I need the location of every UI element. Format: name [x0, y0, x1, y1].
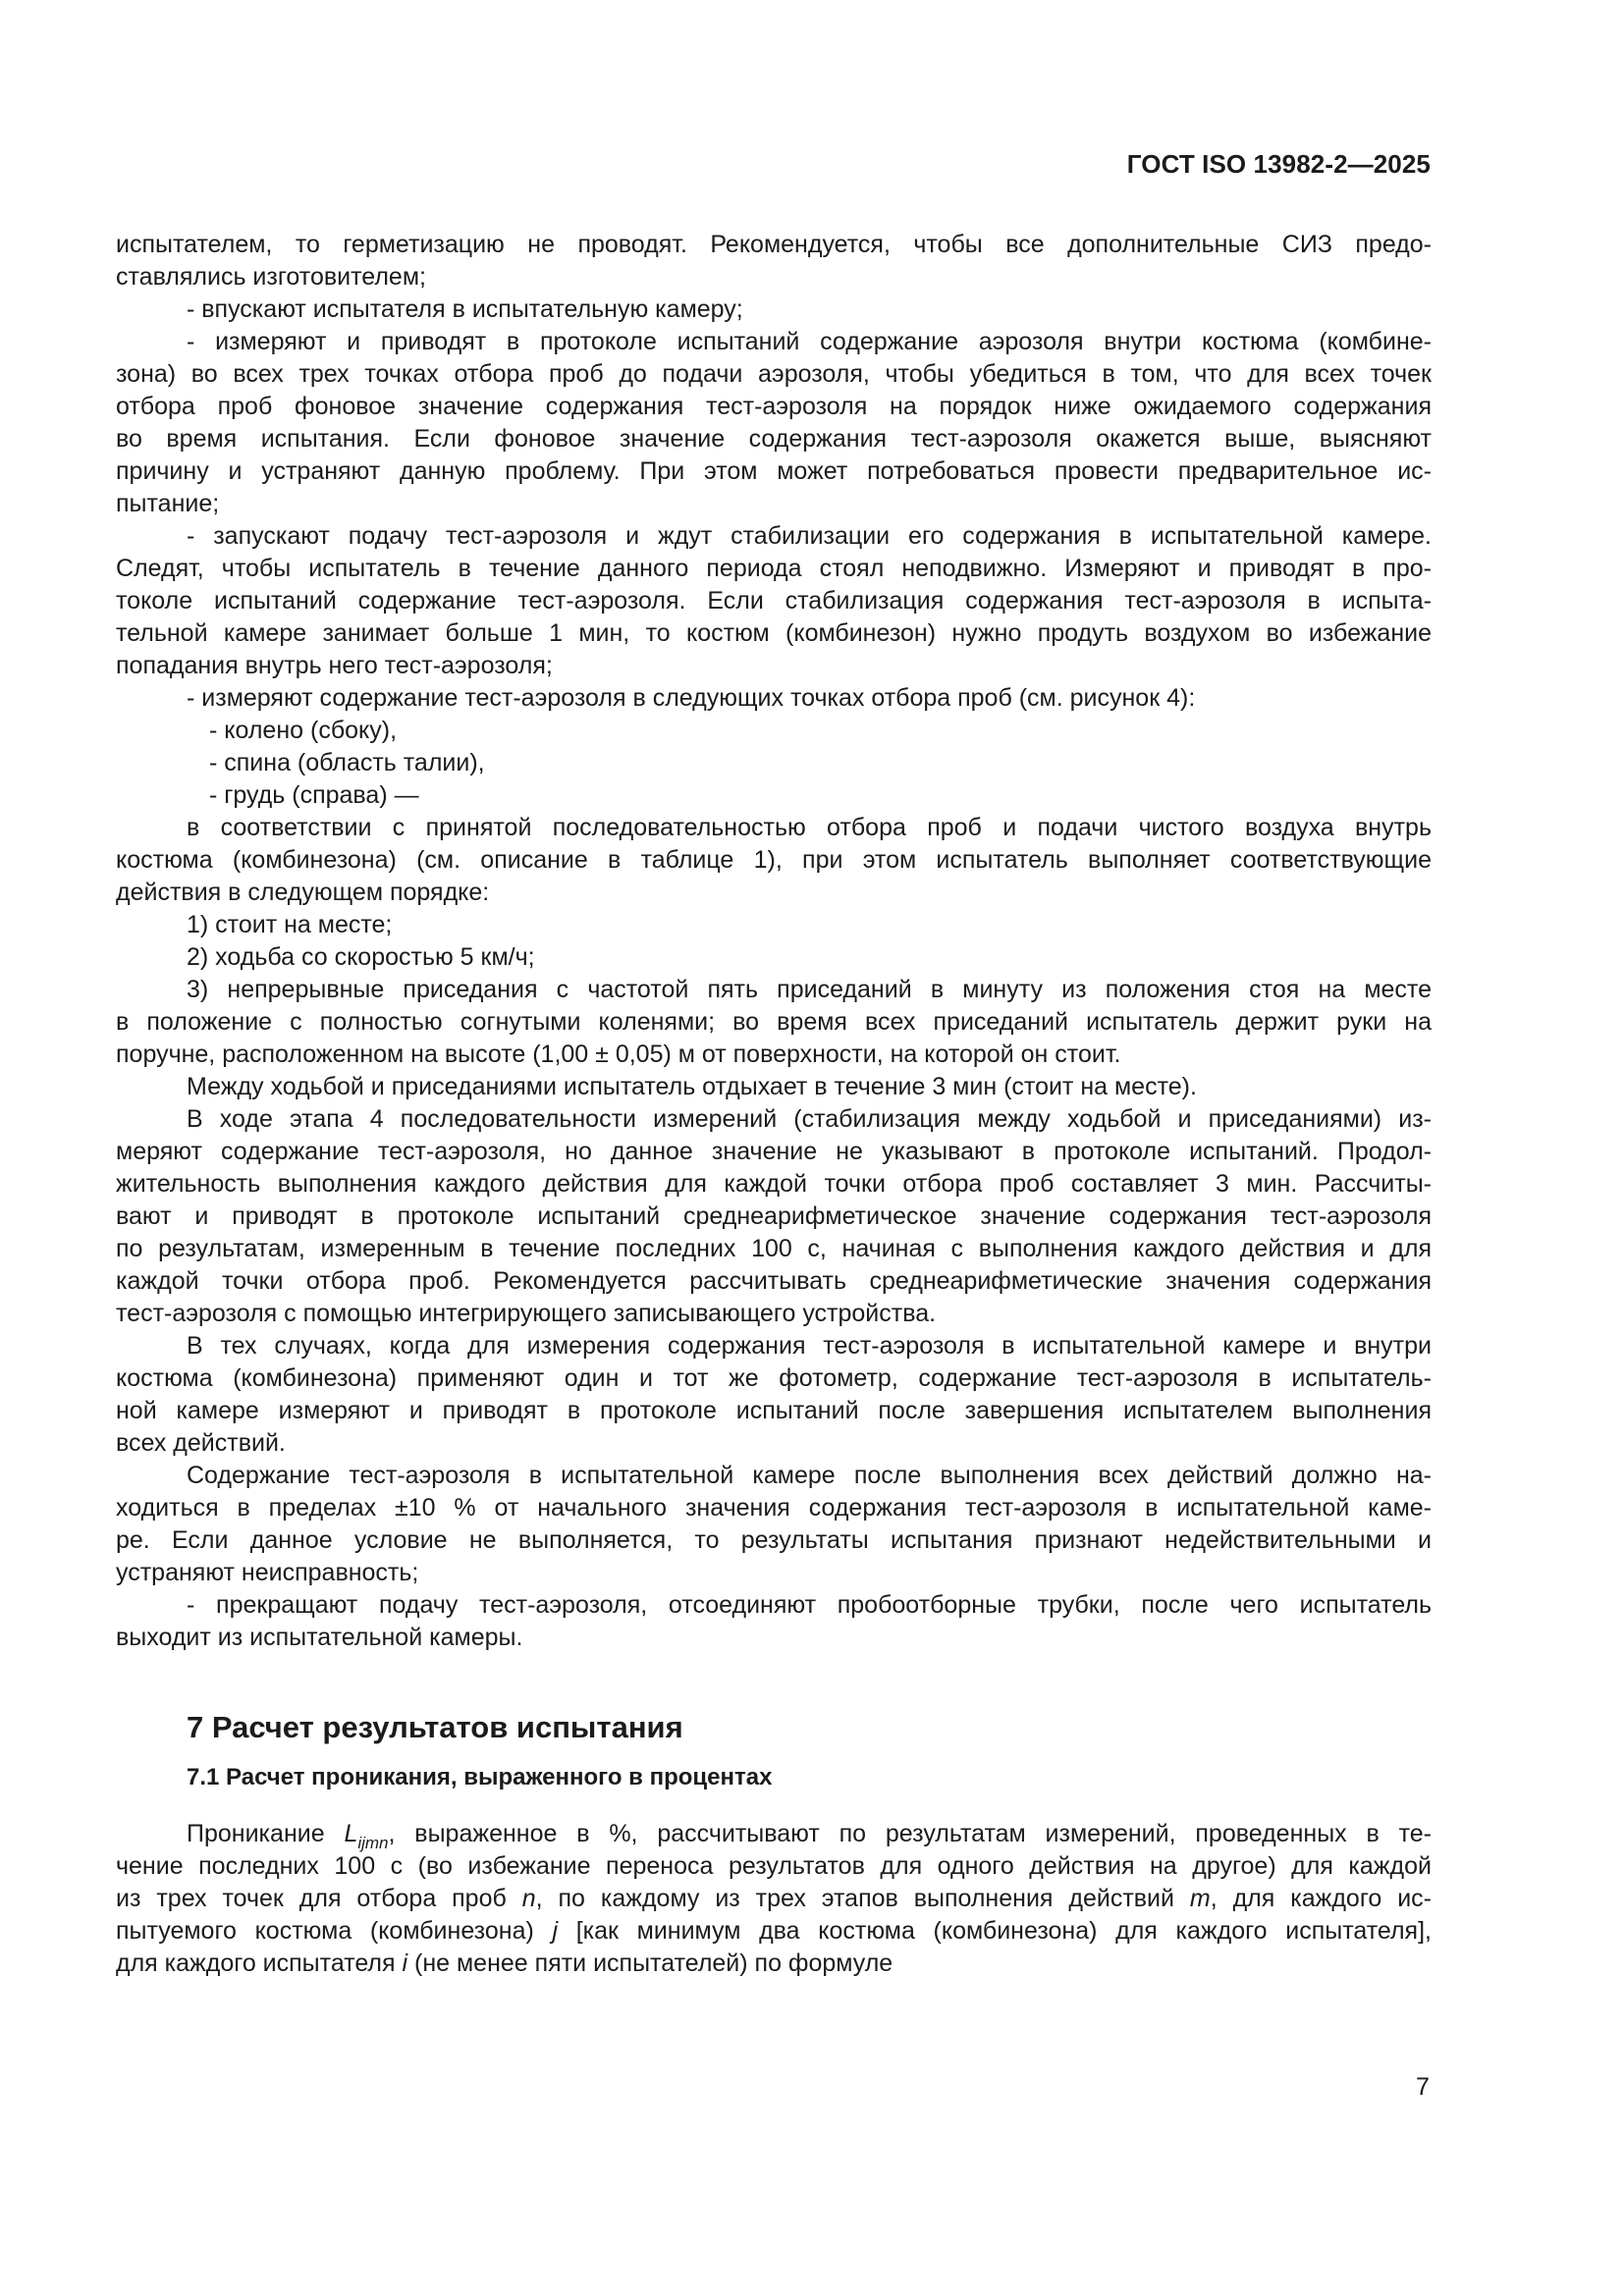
- paragraph-line: в положение с полностью согнутыми коленями; во время всех приседаний испытатель держит руки на: [116, 1008, 1432, 1036]
- paragraph-line: зона) во всех трех точках отбора проб до подачи аэрозоля, чтобы убедиться в том, что для всех точек: [116, 360, 1432, 388]
- paragraph-line: всех действий.: [116, 1429, 286, 1457]
- paragraph-line: - впускают испытателя в испытательную камеру;: [187, 295, 743, 323]
- paragraph-line: во время испытания. Если фоновое значение содержания тест-аэрозоля окажется выше, выясняют: [116, 425, 1432, 453]
- paragraph-line: испытателем, то герметизацию не проводят. Рекомендуется, чтобы все дополнительные СИЗ предо-: [116, 231, 1432, 258]
- paragraph-line: В ходе этапа 4 последовательности измерений (стабилизация между ходьбой и приседаниями) из-: [187, 1105, 1432, 1133]
- paragraph-line: - измеряют содержание тест-аэрозоля в следующих точках отбора проб (см. рисунок 4):: [187, 684, 1196, 712]
- paragraph-line: поручне, расположенном на высоте (1,00 ± 0,05) м от поверхности, на которой он стоит.: [116, 1041, 1121, 1068]
- symbol-i: i: [402, 1949, 408, 1977]
- paragraph-line: - прекращают подачу тест-аэрозоля, отсоединяют пробоотборные трубки, после чего испытатель: [187, 1591, 1432, 1619]
- paragraph-line: отбора проб фоновое значение содержания тест-аэрозоля на порядок ниже ожидаемого содержания: [116, 393, 1432, 420]
- text-run: , для каждого ис-: [1210, 1885, 1432, 1912]
- paragraph-line: выходит из испытательной камеры.: [116, 1624, 523, 1651]
- paragraph-line: 2) ходьба со скоростью 5 км/ч;: [187, 943, 535, 971]
- page-number: 7: [1416, 2073, 1430, 2101]
- paragraph-line: чение последних 100 с (во избежание переноса результатов для одного действия на другое) для каждой: [116, 1852, 1432, 1880]
- paragraph-line: Между ходьбой и приседаниями испытатель отдыхает в течение 3 мин (стоит на месте).: [187, 1073, 1197, 1100]
- paragraph-line: 1) стоит на месте;: [187, 911, 393, 938]
- paragraph-line: меряют содержание тест-аэрозоля, но данное значение не указывают в протоколе испытаний. Продол-: [116, 1138, 1432, 1165]
- text-run: , по каждому из трех этапов выполнения действий: [535, 1885, 1190, 1912]
- paragraph-line: - спина (область талии),: [209, 749, 485, 776]
- paragraph-line: попадания внутрь него тест-аэрозоля;: [116, 652, 553, 679]
- paragraph-line: ре. Если данное условие не выполняется, то результаты испытания признают недействительными и: [116, 1526, 1432, 1554]
- paragraph-line: действия в следующем порядке:: [116, 879, 490, 906]
- symbol-subscript: ijmn: [357, 1834, 389, 1852]
- paragraph-line: - измеряют и приводят в протоколе испытаний содержание аэрозоля внутри костюма (комбине-: [187, 328, 1432, 355]
- paragraph-line: [116, 1883, 1432, 1915]
- paragraph-line: костюма (комбинезона) применяют один и тот же фотометр, содержание тест-аэрозоля в испытатель-: [116, 1364, 1432, 1392]
- paragraph-line: ставлялись изготовителем;: [116, 263, 426, 291]
- symbol-j: j: [552, 1917, 559, 1945]
- paragraph-line: по результатам, измеренным в течение последних 100 с, начиная с выполнения каждого действия и для: [116, 1235, 1432, 1262]
- paragraph-line: причину и устраняют данную проблему. При этом может потребоваться провести предварительное ис-: [116, 457, 1432, 485]
- text-run: [как минимум два костюма (комбинезона) для каждого испытателя],: [558, 1917, 1432, 1945]
- paragraph-line: - запускают подачу тест-аэрозоля и ждут стабилизации его содержания в испытательной камере.: [187, 522, 1432, 550]
- document-header-id: ГОСТ ISO 13982-2—2025: [1126, 149, 1431, 179]
- symbol-L: L: [344, 1820, 358, 1847]
- paragraph-line: токоле испытаний содержание тест-аэрозоля. Если стабилизация содержания тест-аэрозоля в испыта-: [116, 587, 1432, 614]
- paragraph-line: В тех случаях, когда для измерения содержания тест-аэрозоля в испытательной камере и внутри: [187, 1332, 1432, 1360]
- paragraph-line: ходиться в пределах ±10 % от начального значения содержания тест-аэрозоля в испытательной каме-: [116, 1494, 1432, 1522]
- paragraph-line: [116, 1818, 1432, 1850]
- symbol-m: m: [1189, 1885, 1211, 1912]
- text-run: пытуемого костюма (комбинезона): [116, 1917, 553, 1945]
- text-run: из трех точек для отбора проб: [116, 1885, 522, 1912]
- paragraph-line: - грудь (справа) —: [209, 781, 419, 809]
- text-run: Проникание: [187, 1820, 345, 1847]
- paragraph-line: каждой точки отбора проб. Рекомендуется рассчитывать среднеарифметические значения содержания: [116, 1267, 1432, 1295]
- paragraph-line: ной камере измеряют и приводят в протоколе испытаний после завершения испытателем выполнения: [116, 1397, 1432, 1424]
- paragraph-line: жительность выполнения каждого действия для каждой точки отбора проб составляет 3 мин. Рассчиты-: [116, 1170, 1432, 1198]
- paragraph-line: устраняют неисправность;: [116, 1559, 419, 1586]
- paragraph-line: пытание;: [116, 490, 220, 517]
- text-run: для каждого испытателя: [116, 1949, 403, 1977]
- paragraph-line: [116, 1915, 1432, 1948]
- continuation-text: [116, 229, 1432, 1654]
- paragraph-line: [116, 1948, 1432, 1980]
- paragraph-line: - колено (сбоку),: [209, 717, 398, 744]
- section-heading-7: 7 Расчет результатов испытания: [187, 1710, 683, 1744]
- paragraph-line: Следят, чтобы испытатель в течение данного периода стоял неподвижно. Измеряют и приводят в про-: [116, 555, 1432, 582]
- paragraph-line: Содержание тест-аэрозоля в испытательной камере после выполнения всех действий должно на-: [187, 1462, 1432, 1489]
- paragraph-line: тест-аэрозоля с помощью интегрирующего записывающего устройства.: [116, 1300, 937, 1327]
- paragraph-line: вают и приводят в протоколе испытаний среднеарифметическое значение содержания тест-аэрозоля: [116, 1202, 1432, 1230]
- paragraph-line: в соответствии с принятой последовательностью отбора проб и подачи чистого воздуха внутрь: [187, 814, 1432, 841]
- subsection-heading-7-1: 7.1 Расчет проникания, выраженного в процентах: [187, 1764, 773, 1790]
- paragraph-line: тельной камере занимает больше 1 мин, то костюм (комбинезон) нужно продуть воздухом во избежание: [116, 619, 1432, 647]
- paragraph-line: 3) непрерывные приседания с частотой пять приседаний в минуту из положения стоя на месте: [187, 976, 1432, 1003]
- symbol-n: n: [521, 1885, 536, 1912]
- text-run: , выраженное в %, рассчитывают по результатам измерений, проведенных в те-: [388, 1820, 1432, 1847]
- paragraph-penetration-calculation: [116, 1818, 1432, 1980]
- text-run: (не менее пяти испытателей) по формуле: [407, 1949, 893, 1977]
- paragraph-line: костюма (комбинезона) (см. описание в таблице 1), при этом испытатель выполняет соответствующие: [116, 846, 1432, 874]
